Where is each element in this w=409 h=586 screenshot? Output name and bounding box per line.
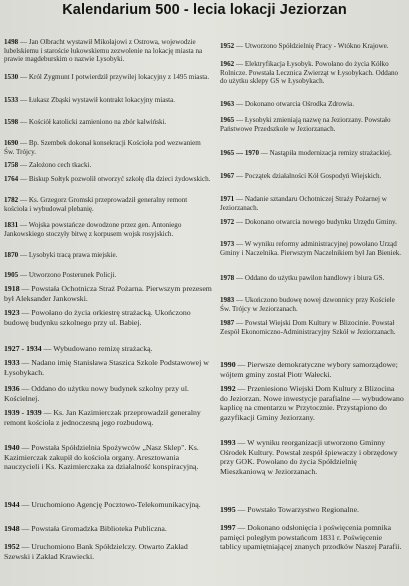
entry — [4, 271, 212, 280]
entry-text: — Król Zygmunt I potwierdził przywilej lokacyjny z 1495 miasta. — [19, 73, 210, 81]
entry-year: 1965 — 1970 — [220, 149, 260, 157]
entry-text: — Uruchomiono Bank Spółdzielczy. Otwarto Zakład Szewski i Zakład Krawiecki. — [4, 542, 188, 561]
entry-year: 1498 — [4, 38, 19, 46]
entry-year: 1923 — [4, 308, 20, 317]
entry-text: — Przeniesiono Wiejski Dom Kultury z Blizocina do Jeziorzan. Nowe inwestycje parafialne — wybudowano kaplicę na cmentarzu w Przytocznie. Przystąpiono do gazyfikacji Gminy Jeziorzany. — [220, 384, 404, 422]
page-title: Kalendarium 500 - lecia lokacji Jeziorzan — [62, 2, 347, 18]
entry — [4, 73, 212, 82]
entry — [4, 284, 212, 303]
entry-year: 1965 — [220, 116, 235, 124]
entry-text: — Nastąpiła modernizacja remizy strażackiej. — [260, 149, 392, 157]
entry — [220, 116, 404, 133]
entry — [4, 38, 212, 64]
entry-text: — Łysobyki zmieniają nazwę na Jeziorzany. Powstało Państwowe Przedszkole w Jeziorzanach. — [220, 116, 391, 133]
entry-text: — Lysobyki tracą prawa miejskie. — [19, 251, 118, 259]
entry — [220, 274, 404, 283]
entry-text: — Założono cech tkacki. — [19, 161, 92, 169]
entry — [220, 172, 404, 181]
entry-year: 1971 — [220, 195, 235, 203]
entry-year: 1764 — [4, 175, 19, 183]
entry-text: — Bp. Szembek dokonał konsekracji Kościoła pod wezwaniem Św. Trójcy. — [4, 139, 201, 156]
entry — [4, 384, 212, 403]
entry-text: — Początek działalności Kół Gospodyń Wiejskich. — [235, 172, 382, 180]
entry-year: 1782 — [4, 196, 19, 204]
entry-text: — Elektryfikacja Łysobyk. Powołano do życia Kółko Rolnicze. Powstała Lecznica Zwierząt w Łysobykach. Oddano do użytku sklepy GS w Łysobykach. — [220, 60, 399, 86]
entry-year: 1905 — [4, 271, 19, 279]
entry-text: — Ukończono budowę nowej dzwonnicy przy Kościele Św. Trójcy w Jeziorzanach. — [220, 296, 395, 313]
entry-text: — Powstała Gromadzka Biblioteka Publiczna. — [21, 524, 167, 533]
entry — [4, 408, 212, 427]
entry-text: — Utworzono Spółdzielnię Pracy - Wtókno Krajowe. — [235, 42, 389, 50]
entry-year: 1993 — [220, 438, 236, 447]
entry — [220, 60, 404, 86]
entry-text: — Łukasz Zbąski wystawił kontrakt lokacyjny miasta. — [19, 96, 176, 104]
entry-text: — W wyniku reorganizacji utworzono Gminny Ośrodek Kultury. Powstał zespół śpiewaczy i obrzędowy przy GOK. Powołano do życia Spółdzielnię Mieszkaniową w Jeziorzanach. — [220, 438, 398, 476]
entry-year: 1936 — [4, 384, 20, 393]
entry-text: — Biskup Sołtyk pozwolił otworzyć szkołę dla dzieci żydowskich. — [19, 175, 211, 183]
entry — [4, 308, 212, 327]
entry — [220, 505, 404, 515]
entry — [4, 344, 212, 354]
entry-text: — Kościół katolicki zamieniono na zbór kalwiński. — [19, 118, 167, 126]
entry — [4, 161, 212, 170]
entry-year: 1952 — [4, 542, 20, 551]
entry-year: 1530 — [4, 73, 19, 81]
entry-text: — Oddano do użytku pawilon handlowy i biura GS. — [235, 274, 385, 282]
entry-text: — Nadano imię Stanisława Staszica Szkole Podstawowej w Łysobykach. — [4, 358, 209, 377]
entry-year: 1973 — [220, 240, 235, 248]
entry-year: 1990 — [220, 360, 236, 369]
entry-text: — Powstało Towarzystwo Regionalne. — [237, 505, 359, 514]
entry — [220, 523, 404, 552]
entry — [4, 196, 212, 213]
entry-year: 1972 — [220, 218, 235, 226]
entry — [4, 443, 212, 472]
entry-year: 1952 — [220, 42, 235, 50]
entry — [220, 100, 404, 109]
entry — [4, 139, 212, 156]
entry-year: 1962 — [220, 60, 235, 68]
entry-text: — Nadanie sztandaru Ochotniczej Straży Pożarnej w Jeziorzanach. — [220, 195, 387, 212]
entry-year: 1933 — [4, 358, 20, 367]
entry-year: 1992 — [220, 384, 236, 393]
entry-text: — Wybudowano remizę strażacką. — [43, 344, 153, 353]
entry-text: — Oddano do użytku nowy budynek szkolny przy ul. Kościelnej. — [4, 384, 189, 403]
entry — [4, 542, 212, 561]
entry — [220, 296, 404, 313]
entry-year: 1967 — [220, 172, 235, 180]
entry-year: 1940 — [4, 443, 20, 452]
entry-year: 1831 — [4, 221, 19, 229]
entry-text: — Uruchomiono Agencję Pocztowo-Telekomunikacyjną. — [21, 500, 201, 509]
entry-year: 1995 — [220, 505, 236, 514]
entry-text: — Powołano do życia orkiestrę strażacką. Ukończono budowę budynku szkolnego przy ul. Babiej. — [4, 308, 191, 327]
entry — [4, 524, 212, 534]
entry — [220, 195, 404, 212]
entry-text: — Dokonano odsłonięcia i poświęcenia pomnika pamięci poległym powstańcom 1831 r. Poświęcenie tablicy upamiętniającej znanych przodków Naszej Parafii. — [220, 523, 402, 552]
entry-text: — Ks. Jan Kazimierczak przeprowadził generalny remont kościoła z jednoczesną jego rozbudową. — [4, 408, 201, 427]
entry-text: — Jan Olbracht wystawił Mikołajowi z Ostrowa, wojewodzie lubelskiemu i staroście łukowskiemu zezwolenie na lokację miasta na prawie magdeburskim o nazwie Lysobyki. — [4, 38, 203, 64]
entry-text: — Pierwsze demokratyczne wybory samorządowe; wójtem gminy został Piotr Wałecki. — [220, 360, 398, 379]
entry-text: — Powstała Ochotnicza Straż Pożarna. Pierwszym prezesem był Aleksander Jankowski. — [4, 284, 212, 303]
entry — [4, 251, 212, 260]
entry-year: 1944 — [4, 500, 20, 509]
entry — [220, 42, 404, 51]
entry-year: 1978 — [220, 274, 235, 282]
entry — [220, 240, 404, 257]
entry-text: — Wojska powstańcze dowodzone przez gen. Antoniego Jankowskiego stoczyły bitwę z korpusem wojsk rosyjskich. — [4, 221, 182, 238]
entry — [4, 221, 212, 238]
entry-year: 1997 — [220, 523, 236, 532]
entry-year: 1927 - 1934 — [4, 344, 42, 353]
entry-year: 1963 — [220, 100, 235, 108]
entry-year: 1918 — [4, 284, 20, 293]
entry-text: — Dokonano otwarcia nowego budynku Urzędu Gminy. — [235, 218, 397, 226]
entry — [220, 384, 404, 422]
entry — [220, 149, 404, 158]
entry — [4, 175, 212, 184]
entry-text: — Dokonano otwarcia Ośrodka Zdrowia. — [235, 100, 354, 108]
entry-text: — Powstał Wiejski Dom Kultury w Blizocinie. Powstał Zespół Ekonomiczno-Administracyjny Szkół w Jeziorzanach. — [220, 319, 396, 336]
entry — [4, 358, 212, 377]
entry-year: 1758 — [4, 161, 19, 169]
entry — [4, 118, 212, 127]
entry-year: 1987 — [220, 319, 235, 327]
entry — [220, 438, 404, 476]
entry — [220, 218, 404, 227]
entry — [4, 96, 212, 105]
entry-year: 1690 — [4, 139, 19, 147]
entry-year: 1533 — [4, 96, 19, 104]
entry-text: — Powstała Spółdzielnia Spożywców „Nasz Sklep". Ks. Kazimierczak zakupił do kościoła organy. Aresztowania nauczycieli i Ks. Kazimierczaka za działalność konspiracyjną. — [4, 443, 199, 472]
entry-text: — W wyniku reformy administracyjnej powołano Urząd Gminy i Naczelnika. Pierwszym Naczelnikiem był Jan Bieniek. — [220, 240, 402, 257]
entry-year: 1598 — [4, 118, 19, 126]
entry-text: — Ks. Grzegorz Gromski przeprowadził generalny remont kościoła i wybudował plebanię. — [4, 196, 188, 213]
entry-text: — Utworzono Posterunek Policji. — [19, 271, 117, 279]
entry — [220, 319, 404, 336]
entry-year: 1983 — [220, 296, 235, 304]
entry-year: 1939 - 1939 — [4, 408, 42, 417]
entry — [220, 360, 404, 379]
entry-year: 1948 — [4, 524, 20, 533]
entry — [4, 500, 212, 510]
entry-year: 1870 — [4, 251, 19, 259]
